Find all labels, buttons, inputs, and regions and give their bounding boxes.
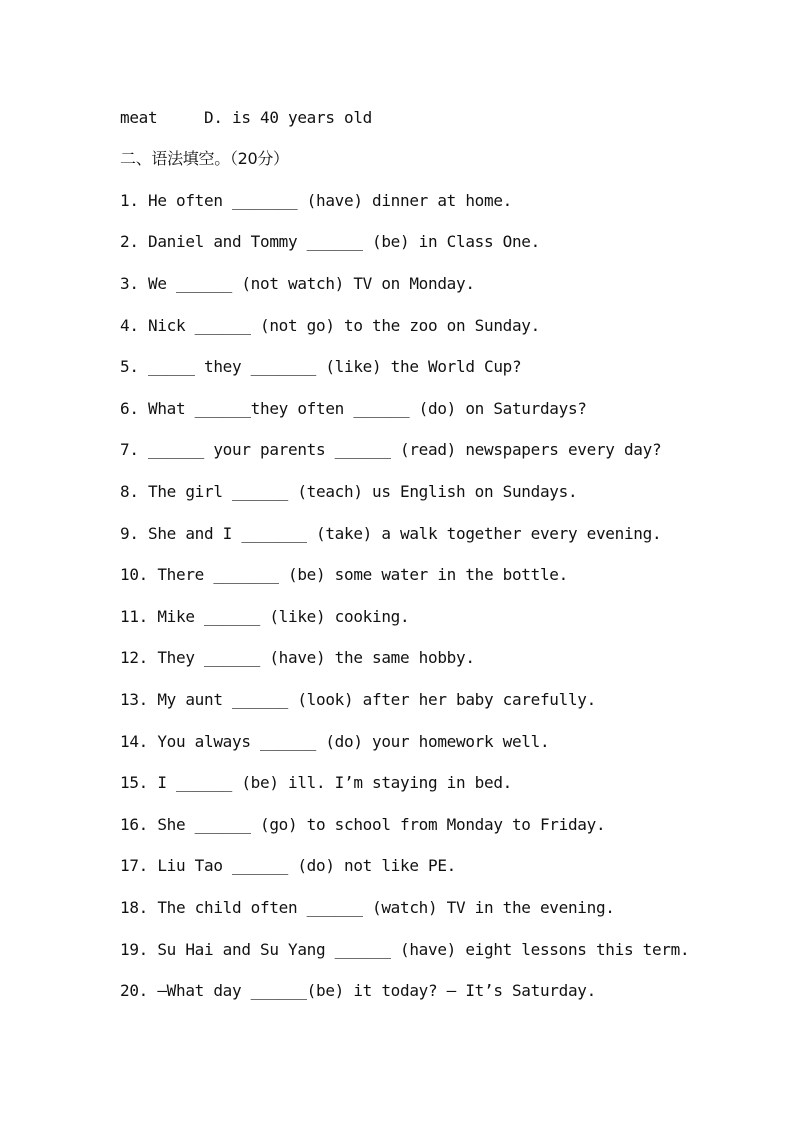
question-10: 10. There _______ (be) some water in the bottle. xyxy=(120,565,568,584)
section-heading: 二、语法填空。（20分） xyxy=(120,149,289,168)
question-15: 15. I ______ (be) ill. I’m staying in bed. xyxy=(120,773,512,792)
question-20: 20. —What day ______(be) it today? — It’s Saturday. xyxy=(120,981,596,1000)
continued-option-line: meat D. is 40 years old xyxy=(120,108,372,127)
question-13: 13. My aunt ______ (look) after her baby carefully. xyxy=(120,690,596,709)
question-4: 4. Nick ______ (not go) to the zoo on Sunday. xyxy=(120,316,540,335)
question-19: 19. Su Hai and Su Yang ______ (have) eight lessons this term. xyxy=(120,940,690,959)
question-6: 6. What ______they often ______ (do) on Saturdays? xyxy=(120,399,587,418)
question-5: 5. _____ they _______ (like) the World Cup? xyxy=(120,357,522,376)
question-14: 14. You always ______ (do) your homework well. xyxy=(120,732,550,751)
question-2: 2. Daniel and Tommy ______ (be) in Class One. xyxy=(120,232,540,251)
question-1: 1. He often _______ (have) dinner at home. xyxy=(120,191,512,210)
question-8: 8. The girl ______ (teach) us English on Sundays. xyxy=(120,482,578,501)
question-7: 7. ______ your parents ______ (read) newspapers every day? xyxy=(120,440,662,459)
question-9: 9. She and I _______ (take) a walk together every evening. xyxy=(120,524,662,543)
question-11: 11. Mike ______ (like) cooking. xyxy=(120,607,410,626)
question-3: 3. We ______ (not watch) TV on Monday. xyxy=(120,274,475,293)
question-17: 17. Liu Tao ______ (do) not like PE. xyxy=(120,856,456,875)
question-12: 12. They ______ (have) the same hobby. xyxy=(120,648,475,667)
question-16: 16. She ______ (go) to school from Monday to Friday. xyxy=(120,815,606,834)
question-18: 18. The child often ______ (watch) TV in the evening. xyxy=(120,898,615,917)
